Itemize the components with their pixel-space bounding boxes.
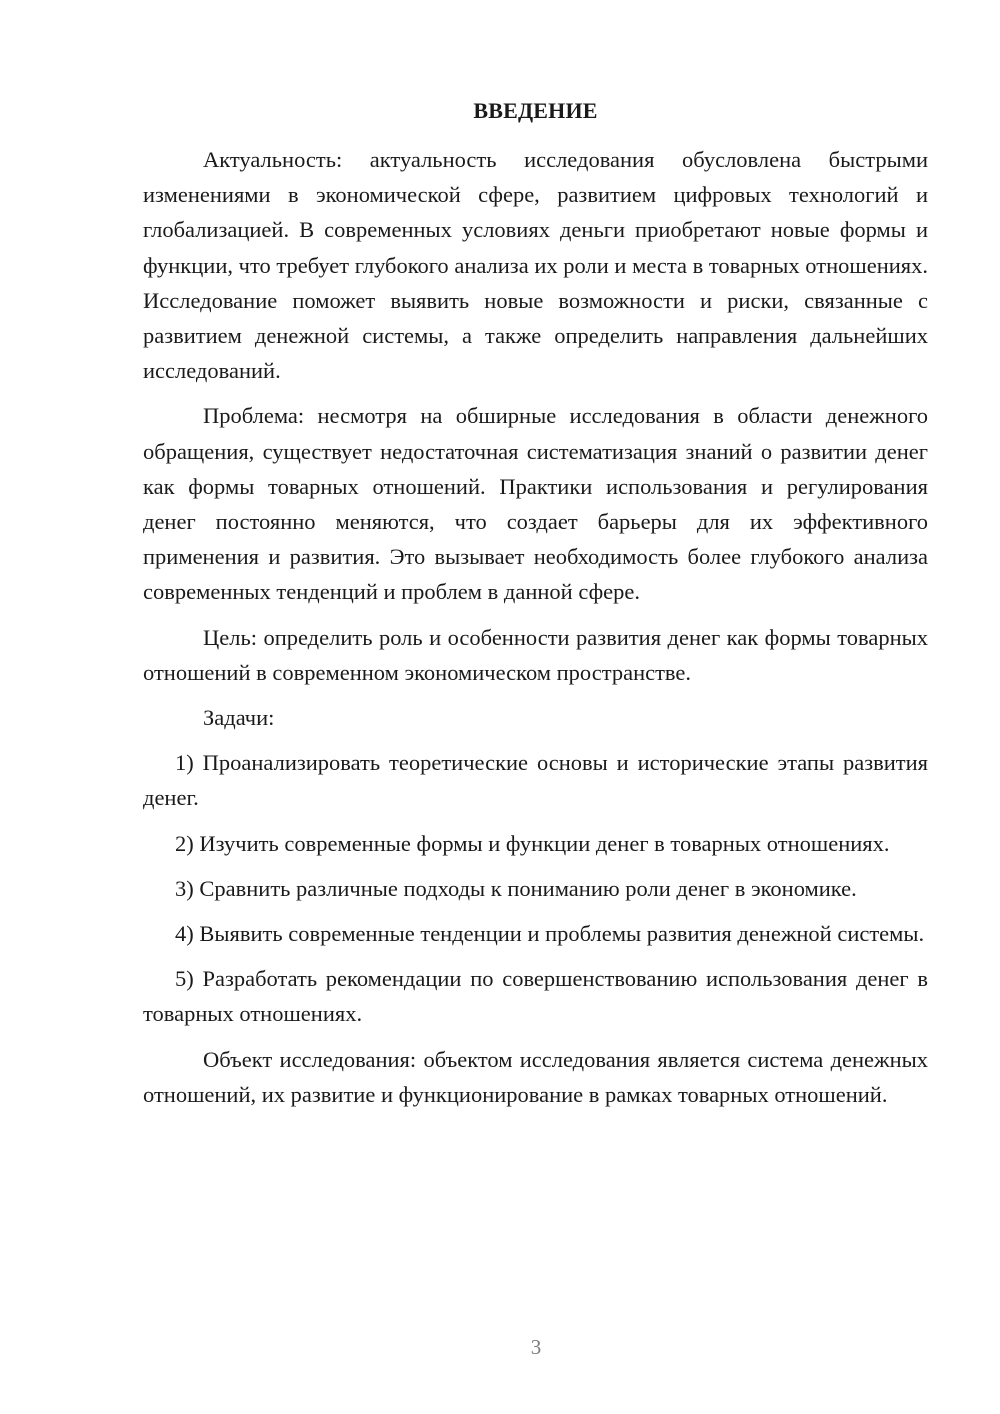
paragraph-object: Объект исследования: объектом исследования является система денежных отношений, их развитие и функционирование в рамках товарных отношений. (143, 1046, 928, 1107)
task-item-4: 4) Выявить современные тенденции и проблемы развития денежной системы. (175, 921, 925, 947)
paragraph-relevance: Актуальность: актуальность исследования обусловлена быстрыми изменениями в экономической сфере, развитием цифровых технологий и глобализацией. В современных условиях деньги приобретают новые формы и функции, что требует глубокого анализа их роли и места в товарных отношениях. Исследование поможет выявить новые возможности и риски, связанные с развитием денежной системы, а также определить направления дальнейших исследований. (143, 147, 928, 384)
page-title: ВВЕДЕНИЕ (473, 98, 598, 123)
task-item-5: 5) Разработать рекомендации по совершенствованию использования денег в товарных отношениях. (143, 966, 928, 1027)
task-item-3: 3) Сравнить различные подходы к пониманию роли денег в экономике. (175, 875, 857, 901)
task-item-1: 1) Проанализировать теоретические основы и исторические этапы развития денег. (143, 750, 928, 811)
task-item-2: 2) Изучить современные формы и функции денег в товарных отношениях. (175, 830, 890, 856)
page-number: 3 (530, 1335, 542, 1359)
document-body (143, 142, 928, 1122)
paragraph-goal: Цель: определить роль и особенности развития денег как формы товарных отношений в современном экономическом пространстве. (143, 624, 928, 685)
tasks-label: Задачи: (203, 705, 275, 731)
paragraph-problem: Проблема: несмотря на обширные исследования в области денежного обращения, существует недостаточная систематизация знаний о развитии денег как формы товарных отношений. Практики использования и регулирования денег постоянно меняются, что создает барьеры для их эффективного применения и развития. Это вызывает необходимость более глубокого анализа современных тенденций и проблем в данной сфере. (143, 403, 928, 605)
